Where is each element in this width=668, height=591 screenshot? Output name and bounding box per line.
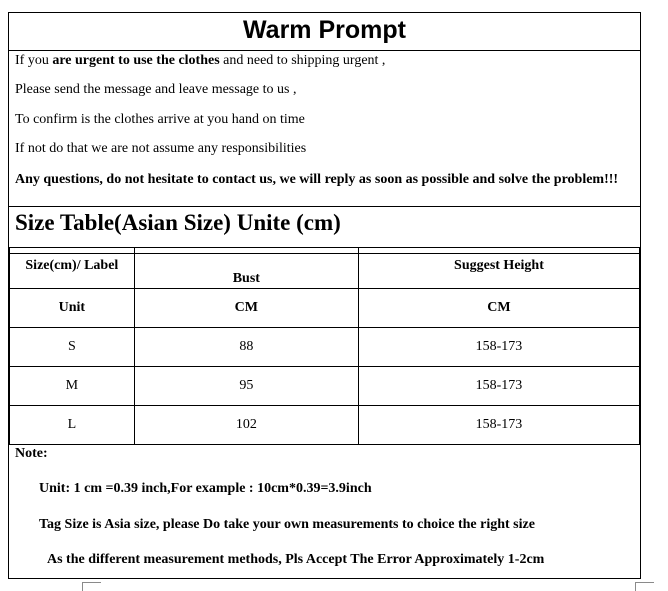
- prompt-line-urgent: [15, 53, 385, 69]
- height-cell: 158-173: [358, 328, 639, 367]
- size-table-title: Size Table(Asian Size) Unite (cm): [9, 206, 640, 254]
- prompt-line-confirm: To confirm is the clothes arrive at you hand on time: [15, 112, 305, 127]
- prompt-line-urgent-emphasis: are urgent to use the clothes: [52, 53, 220, 68]
- height-cell: 158-173: [358, 367, 639, 406]
- bust-cell: 95: [134, 367, 358, 406]
- size-cell: M: [10, 367, 135, 406]
- height-cell: 158-173: [358, 406, 639, 445]
- prompt-line-urgent-suffix: and need to shipping urgent ,: [219, 53, 386, 68]
- unit-label: Unit: [10, 289, 135, 328]
- size-cell: L: [10, 406, 135, 445]
- header-suggest-height: Suggest Height: [358, 248, 639, 289]
- header-bust: Bust: [134, 248, 358, 289]
- note-title: Note:: [15, 446, 48, 461]
- prompt-line-urgent-prefix: If you: [15, 53, 53, 68]
- header-size-label: Size(cm)/ Label: [10, 248, 135, 289]
- note-tag-size: Tag Size is Asia size, please Do take your own measurements to choice the right size: [39, 517, 535, 532]
- table-row: [10, 328, 640, 367]
- unit-bust: CM: [134, 289, 358, 328]
- unit-height: CM: [358, 289, 639, 328]
- bust-cell: 88: [134, 328, 358, 367]
- size-table-header-row: [10, 248, 640, 289]
- size-table: [9, 247, 640, 445]
- table-row: [10, 367, 640, 406]
- note-unit-conversion: Unit: 1 cm =0.39 inch,For example : 10cm*0.39=3.9inch: [39, 481, 372, 496]
- prompt-line-responsibility: If not do that we are not assume any responsibilities: [15, 141, 307, 156]
- bust-cell: 102: [134, 406, 358, 445]
- page-title: Warm Prompt: [9, 13, 640, 51]
- table-row: [10, 406, 640, 445]
- prompt-line-message: Please send the message and leave message to us ,: [15, 82, 297, 97]
- size-table-unit-row: [10, 289, 640, 328]
- size-info-sheet: [8, 12, 641, 579]
- note-measurement-error: As the different measurement methods, Pls Accept The Error Approximately 1-2cm: [47, 552, 545, 567]
- prompt-line-contact: Any questions, do not hesitate to contact us, we will reply as soon as possible and solve the problem!!!: [15, 172, 619, 187]
- size-cell: S: [10, 328, 135, 367]
